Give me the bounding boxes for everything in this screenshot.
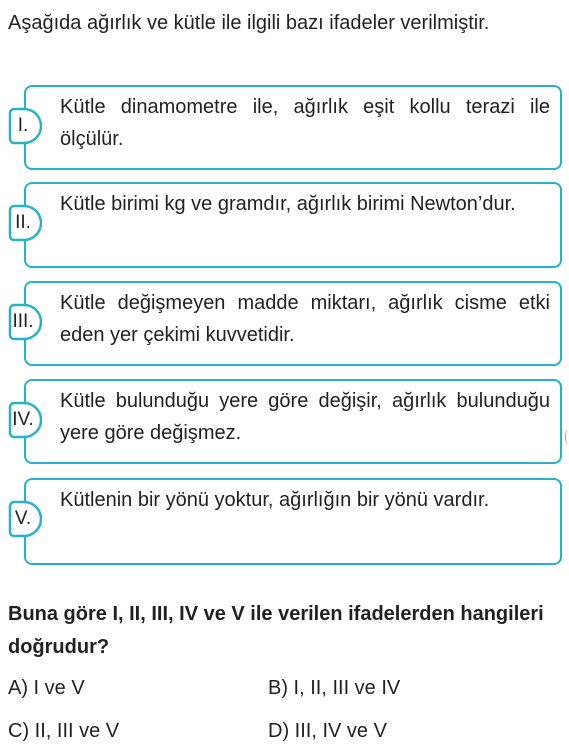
statement-text-1: Kütle dinamometre ile, ağırlık eşit kollu terazi ile ölçülür. bbox=[60, 96, 550, 150]
option-c[interactable]: C) II, III ve V bbox=[8, 720, 120, 742]
roman-badge-3 bbox=[8, 303, 42, 341]
statement-box-1 bbox=[17, 85, 562, 170]
statement-box-5 bbox=[14, 478, 562, 565]
roman-label-4: IV. bbox=[12, 409, 34, 430]
roman-label-5: V. bbox=[14, 508, 32, 529]
statement-box-2 bbox=[15, 182, 562, 268]
intro-text: Aşağıda ağırlık ve kütle ile ilgili bazı ifadeler verilmiştir. bbox=[8, 12, 490, 34]
roman-label-2: II. bbox=[15, 212, 31, 233]
roman-badge-2 bbox=[8, 204, 42, 242]
option-d[interactable]: D) III, IV ve V bbox=[268, 720, 387, 742]
statement-text-2: Kütle birimi kg ve gramdır, ağırlık birimi Newton’dur. bbox=[60, 193, 516, 215]
option-a[interactable]: A) I ve V bbox=[8, 677, 85, 699]
statement-text-3: Kütle değişmeyen madde miktarı, ağırlık cisme etki eden yer çekimi kuvvetidir. bbox=[60, 292, 550, 346]
option-b[interactable]: B) I, II, III ve IV bbox=[268, 677, 401, 699]
statement-box-3 bbox=[12, 281, 562, 366]
roman-badge-1 bbox=[8, 107, 42, 145]
statement-text-5: Kütlenin bir yönü yoktur, ağırlığın bir yönü vardır. bbox=[60, 489, 490, 511]
statement-box-4 bbox=[12, 379, 562, 464]
statement-text-4: Kütle bulunduğu yere göre değişir, ağırlık bulunduğu yere göre değişmez. bbox=[60, 390, 550, 444]
roman-badge-4 bbox=[8, 401, 42, 439]
roman-badge-5 bbox=[8, 500, 42, 538]
question-text: Buna göre I, II, III, IV ve V ile verilen ifadelerden hangileri doğrudur? bbox=[8, 603, 544, 658]
margin-mark bbox=[565, 430, 569, 444]
roman-label-3: III. bbox=[12, 311, 34, 332]
roman-label-1: I. bbox=[17, 115, 29, 136]
